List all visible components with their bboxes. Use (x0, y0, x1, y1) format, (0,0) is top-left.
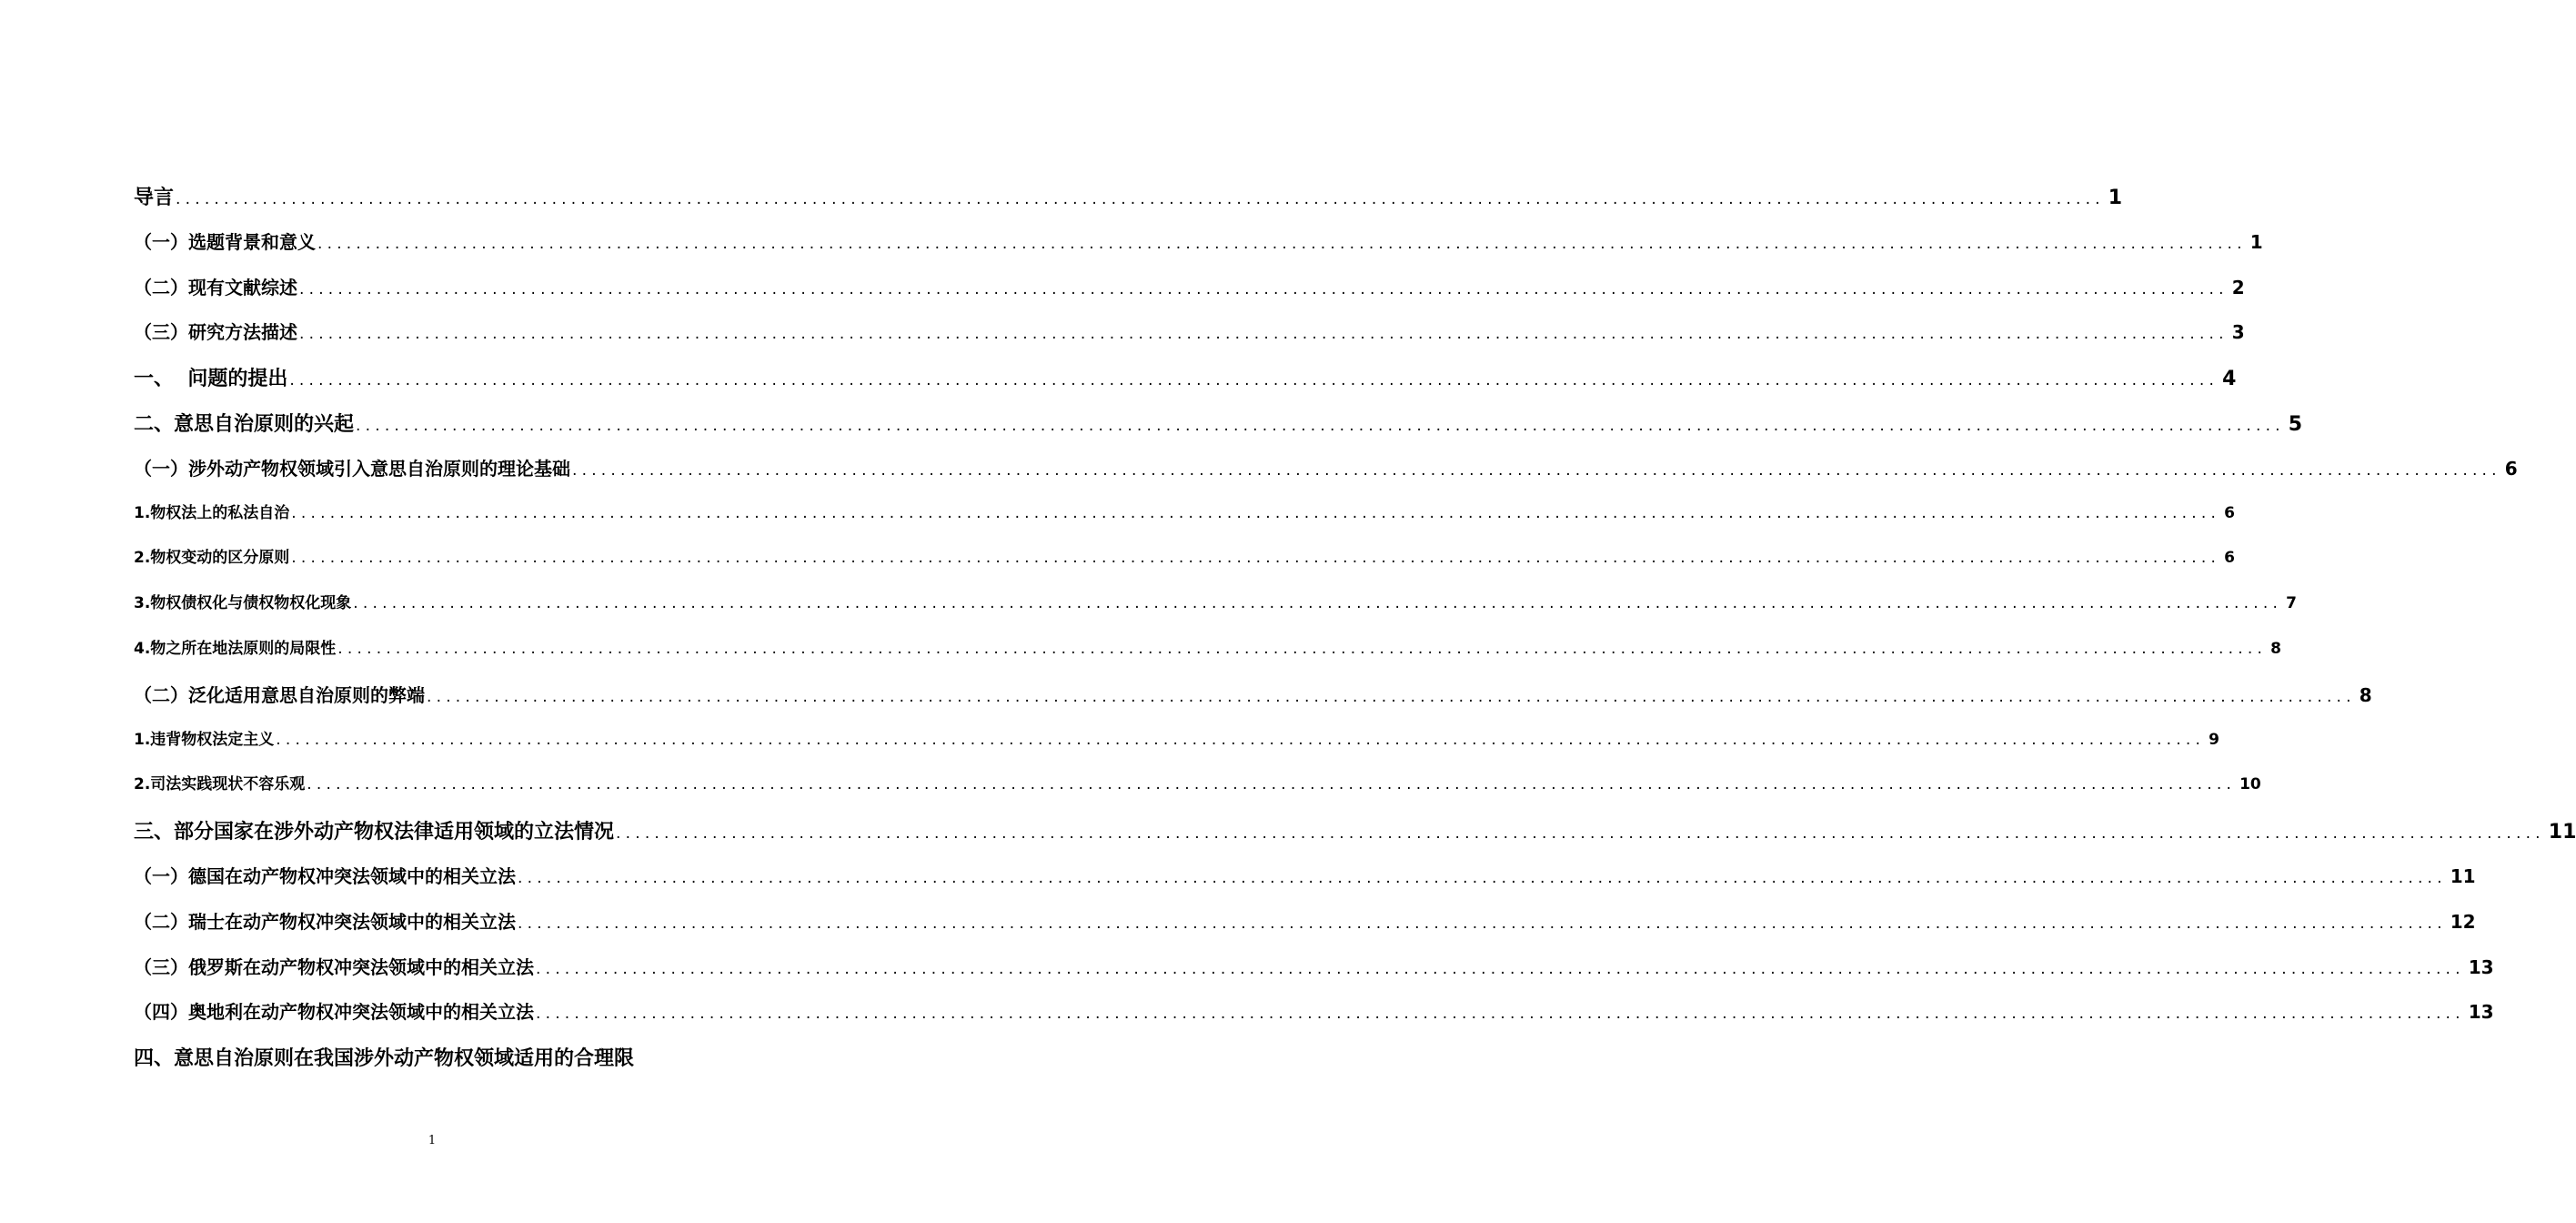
toc-entry-page: 4 (2222, 368, 2237, 391)
toc-leader-dots: ........................................................................................................................................................................................................ (276, 730, 2206, 749)
toc-entry-page: 9 (2209, 730, 2219, 749)
toc-leader-dots: ........................................................................................................................................................................................................ (353, 594, 2283, 613)
toc-leader-dots: ........................................................................................................................................................................................................ (427, 687, 2356, 706)
toc-entry-label: （一）德国在动产物权冲突法领域中的相关立法 (134, 865, 516, 887)
toc-entry[interactable] (134, 227, 2263, 254)
toc-entry-page: 7 (2286, 594, 2297, 613)
toc-entry-label: 4.物之所在地法原则的局限性 (134, 640, 337, 658)
toc-entry-page: 2 (2231, 276, 2245, 298)
toc-entry[interactable] (134, 635, 2281, 658)
toc-entry[interactable] (134, 544, 2235, 568)
toc-entry-label: 3.物权债权化与债权物权化现象 (134, 594, 352, 613)
toc-entry-label: （二）现有文献综述 (134, 276, 297, 298)
toc-entry[interactable] (134, 273, 2245, 299)
toc-entry-label: 2.物权变动的区分原则 (134, 549, 290, 568)
toc-leader-dots: ........................................................................................................................................................................................................ (616, 824, 2545, 844)
toc-entry[interactable] (134, 681, 2372, 707)
toc-entry[interactable] (134, 997, 2494, 1024)
toc-entry[interactable] (134, 953, 2494, 979)
toc-entry-label: 导言 (134, 187, 175, 209)
toc-entry-page: 3 (2231, 321, 2245, 344)
toc-entry-label: 1.物权法上的私法自治 (134, 503, 290, 522)
toc-entry-page: 8 (2270, 640, 2281, 658)
toc-entry-page: 13 (2468, 955, 2494, 978)
toc-entry-label: （一）选题背景和意义 (134, 230, 316, 253)
toc-entry-label: （一）涉外动产物权领域引入意思自治原则的理论基础 (134, 457, 570, 480)
toc-leader-dots: ........................................................................................................................................................................................................ (518, 869, 2447, 887)
toc-entry[interactable] (134, 500, 2235, 522)
toc-entry-label: 四、意思自治原则在我国涉外动产物权领域适用的合理限 (134, 1047, 635, 1071)
toc-entry-page: 8 (2359, 683, 2372, 706)
toc-entry-label: （三）研究方法描述 (134, 321, 297, 344)
toc-entry[interactable] (134, 363, 2237, 391)
toc-entry[interactable] (134, 318, 2245, 344)
toc-leader-dots: ........................................................................................................................................................................................................ (291, 549, 2221, 568)
toc-entry[interactable] (134, 1043, 734, 1071)
toc-entry[interactable] (134, 816, 2576, 844)
toc-entry-page: 6 (2504, 457, 2518, 480)
toc-entry-label: （二）瑞士在动产物权冲突法领域中的相关立法 (134, 910, 516, 933)
toc-entry[interactable] (134, 726, 2219, 749)
toc-leader-dots: ........................................................................................................................................................................................................ (572, 460, 2501, 480)
toc-leader-dots: ........................................................................................................................................................................................................ (299, 279, 2229, 298)
page-number: 1 (428, 1134, 437, 1147)
toc-leader-dots: ........................................................................................................................................................................................................ (317, 234, 2247, 253)
toc-leader-dots: ........................................................................................................................................................................................................ (356, 417, 2285, 435)
toc-entry-page: 11 (2450, 865, 2476, 887)
toc-entry-label: 二、意思自治原则的兴起 (134, 413, 355, 436)
toc-entry-page: 6 (2224, 503, 2235, 522)
toc-leader-dots: ........................................................................................................................................................................................................ (337, 640, 2268, 658)
toc-entry[interactable] (134, 409, 2303, 437)
toc-entry-label: 2.司法实践现状不容乐观 (134, 775, 306, 794)
toc-entry-page: 10 (2239, 775, 2261, 794)
toc-entry[interactable] (134, 771, 2261, 794)
toc-entry-label: （二）泛化适用意思自治原则的弊端 (134, 683, 425, 706)
toc-entry-page: 13 (2468, 1001, 2494, 1024)
toc-entry[interactable] (134, 907, 2476, 934)
toc-leader-dots: ........................................................................................................................................................................................................ (536, 959, 2465, 978)
toc-entry-label: 三、部分国家在涉外动产物权法律适用领域的立法情况 (134, 821, 615, 844)
toc-entry[interactable] (134, 182, 2123, 210)
toc-entry-page: 5 (2288, 413, 2303, 436)
toc-leader-dots: ........................................................................................................................................................................................................ (176, 190, 2105, 208)
toc-leader-dots: ........................................................................................................................................................................................................ (518, 914, 2447, 933)
toc-leader-dots: ........................................................................................................................................................................................................ (291, 503, 2221, 522)
toc-entry-page: 1 (2108, 187, 2123, 209)
toc-leader-dots: ........................................................................................................................................................................................................ (536, 1005, 2465, 1024)
toc-leader-dots: ........................................................................................................................................................................................................ (299, 325, 2229, 344)
toc-entry[interactable] (134, 590, 2297, 613)
toc-entry-label: （四）奥地利在动产物权冲突法领域中的相关立法 (134, 1001, 534, 1024)
toc-entry-label: 一、 问题的提出 (134, 368, 288, 391)
toc-entry-page: 1 (2249, 230, 2263, 253)
toc-leader-dots: ........................................................................................................................................................................................................ (289, 371, 2219, 390)
toc-entry-page: 6 (2224, 549, 2235, 568)
toc-leader-dots: ........................................................................................................................................................................................................ (307, 775, 2237, 794)
toc-entry[interactable] (134, 862, 2476, 888)
toc-entry[interactable] (134, 454, 2518, 480)
toc-entry-page: 11 (2548, 821, 2576, 844)
toc-entry-label: （三）俄罗斯在动产物权冲突法领域中的相关立法 (134, 955, 534, 978)
toc-entry-label: 1.违背物权法定主义 (134, 730, 275, 749)
toc-entry-page: 12 (2450, 910, 2476, 933)
